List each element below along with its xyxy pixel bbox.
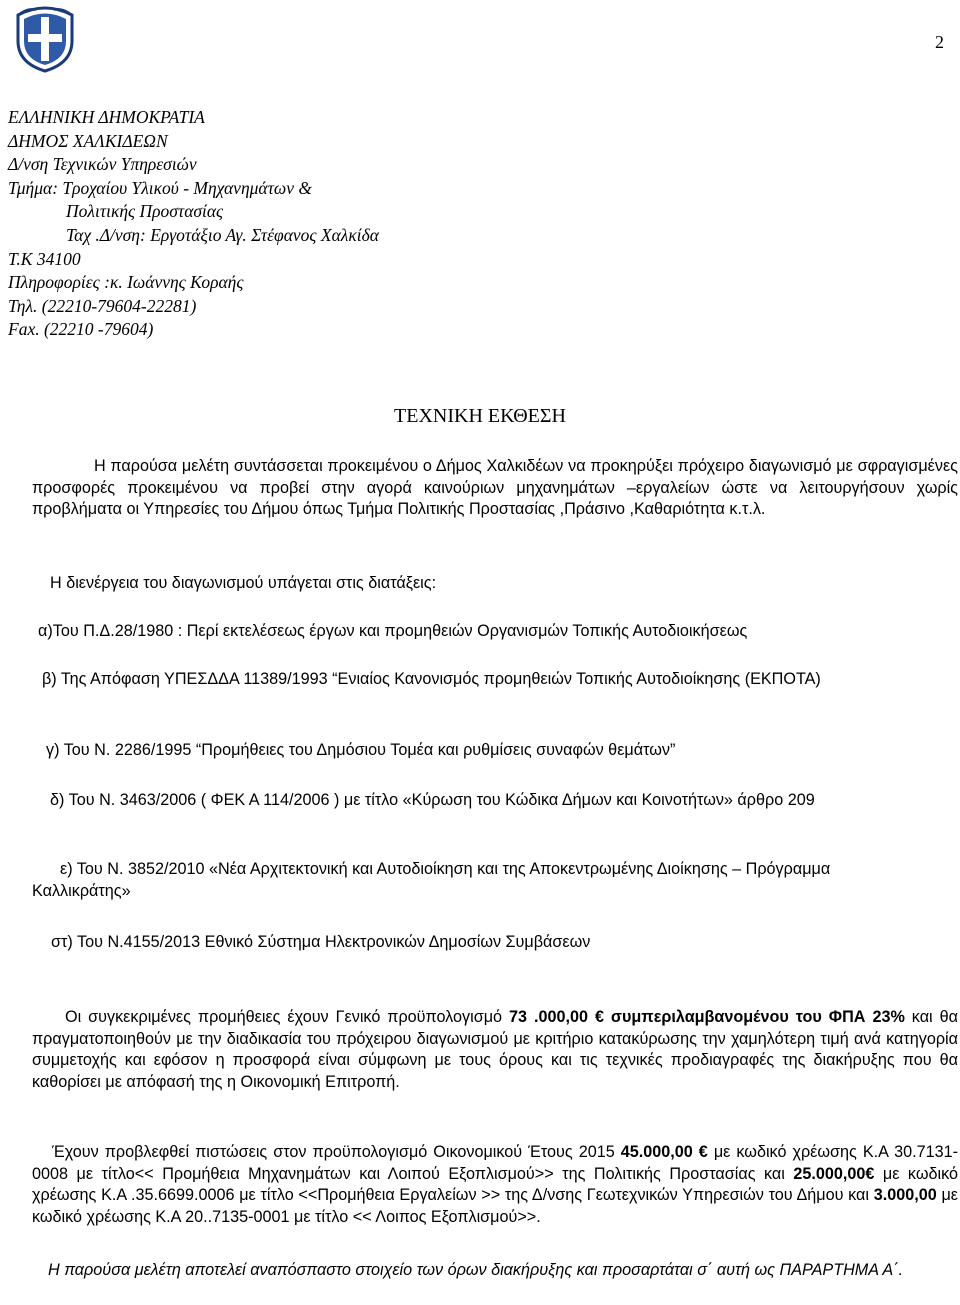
header-line: Πληροφορίες :κ. Ιωάννης Κοραής — [8, 272, 244, 293]
budget-paragraph — [32, 1007, 958, 1094]
credits-paragraph — [32, 1142, 958, 1229]
provision-st: στ) Του Ν.4155/2013 Εθνικό Σύστημα Ηλεκτρονικών Δημοσίων Συμβάσεων — [51, 933, 591, 951]
header-line: Fax. (22210 -79604) — [8, 319, 154, 340]
budget-text: Οι συγκεκριμένες προμήθειες έχουν Γενικό προϋπολογισμό — [65, 1008, 509, 1026]
provision-b: β) Της Απόφαση ΥΠΕΣΔΔΑ 11389/1993 “Ενιαίος Κανονισμός προμηθειών Τοπικής Αυτοδιοίκησης (ΕΚΠΟΤΑ) — [42, 670, 821, 688]
greek-coat-of-arms-emblem — [14, 3, 76, 73]
header-line: Ταχ .Δ/νση: Εργοτάξιο Αγ. Στέφανος Χαλκίδα — [66, 224, 379, 245]
credits-text: με κωδικό χρέωσης Κ.Α .35.6699.0006 με τίτλο <<Προμήθεια Εργαλείων >> της Δ/νσης Γεωτεχνικών Υπηρεσιών του Δήμου και — [32, 1164, 958, 1205]
header-line: Δ/νση Τεχνικών Υπηρεσιών — [8, 154, 197, 175]
header-line: Πολιτικής Προστασίας — [66, 201, 224, 222]
header-line: ΔΗΜΟΣ ΧΑΛΚΙΔΕΩΝ — [8, 130, 168, 151]
provision-c: γ) Του Ν. 2286/1995 “Προμήθειες του Δημόσιου Τομέα και ρυθμίσεις συναφών θεμάτων” — [46, 741, 676, 759]
credits-text: με κωδικό χρέωσης Κ.Α 30.7131-0008 με τίτλο<< Προμήθεια Μηχανημάτων και Λοιπού Εξοπλισμού>> της Πολιτικής Προστασίας και — [32, 1143, 958, 1183]
credits-amount: 3.000,00 — [873, 1186, 937, 1205]
document-title: ΤΕΧΝΙΚΗ ΕΚΘΕΣΗ — [394, 405, 566, 427]
provision-d: δ) Του Ν. 3463/2006 ( ΦΕΚ Α 114/2006 ) με τίτλο «Κύρωση του Κώδικα Δήμων και Κοινοτήτων» άρθρο 209 — [50, 791, 815, 809]
intro-paragraph: Η παρούσα μελέτη συντάσσεται προκειμένου ο Δήμος Χαλκιδέων να προκηρύξει πρόχειρο διαγωνισμό με σφραγισμένες προσφορές προκειμένου να προβεί στην αγορά καινούριων μηχανημάτων –εργαλείων ώστε να λειτουργήσουν χωρίς προβλήματα οι Υπηρεσίες του Δήμου όπως Τμήμα Πολιτικής Προστασίας ,Πράσινο ,Καθαριότητα κ.τ.λ. — [32, 457, 958, 519]
provision-e: ε) Του Ν. 3852/2010 «Νέα Αρχιτεκτονική και Αυτοδιοίκηση και της Αποκεντρωμένης Διοίκησης – Πρόγραμμα Καλλικράτης» — [32, 860, 831, 900]
header-line: Τμήμα: Τροχαίου Υλικού - Μηχανημάτων & — [8, 177, 312, 198]
budget-amount: 73 .000,00 € συμπεριλαμβανομένου του ΦΠΑ 23% — [509, 1008, 905, 1026]
closing-paragraph: Η παρούσα μελέτη αποτελεί αναπόσπαστο στοιχείο των όρων διακήρυξης και προσαρτάται σ΄ αυτή ως ΠΑΡΑΡΤΗΜΑ Α΄. — [48, 1261, 904, 1279]
page-number: 2 — [935, 32, 944, 52]
credits-text: με κωδικό χρέωσης Κ.Α 20..7135-0001 με τίτλο << Λοιπος Εξοπλισμού>>. — [32, 1186, 958, 1227]
header-line: Τ.Κ 34100 — [8, 248, 81, 269]
issuer-header — [8, 106, 379, 342]
budget-text: και θα πραγματοποιηθούν με την διαδικασία του πρόχειρου διαγωνισμού με κριτήριο κατακύρωσης την χαμηλότερη τιμή ανά κατηγορία συμμετοχής και εφόσον η προσφορά είναι σύμφωνη με τους όρους και τις τεχνικές προδιαγραφές της διακήρυξης που θα καθορίσει με απόφασή της η Οικονομική Επιτροπή. — [32, 1008, 958, 1092]
credits-text: Έχουν προβλεφθεί πιστώσεις στον προϋπολογισμό Οικονομικού Έτους 2015 — [52, 1143, 621, 1161]
provision-a: α)Του Π.Δ.28/1980 : Περί εκτελέσεως έργων και προμηθειών Οργανισμών Τοπικής Αυτοδιοικήσεως — [38, 622, 748, 640]
header-line: ΕΛΛΗΝΙΚΗ ΔΗΜΟΚΡΑΤΙΑ — [8, 107, 205, 127]
credits-amount: 25.000,00€ — [793, 1164, 875, 1183]
credits-amount: 45.000,00 € — [620, 1143, 708, 1161]
provisions-intro: Η διενέργεια του διαγωνισμού υπάγεται στις διατάξεις: — [50, 574, 437, 592]
header-line: Τηλ. (22210-79604-22281) — [8, 295, 197, 316]
